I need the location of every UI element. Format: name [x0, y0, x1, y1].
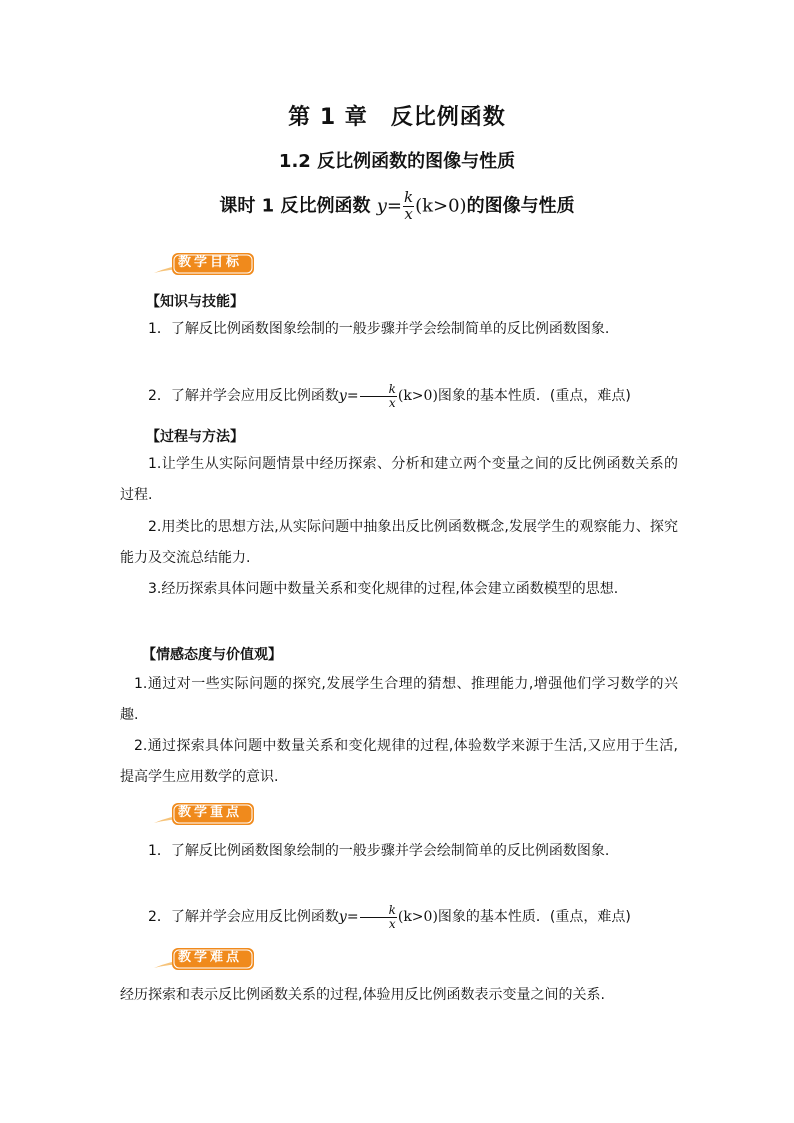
heading-process-methods: 【过程与方法】	[146, 429, 244, 445]
chapter-title: 第 1 章 反比例函数	[288, 105, 506, 130]
formula-y: y	[338, 388, 347, 404]
lesson-title-prefix: 课时 1 反比例函数	[219, 195, 377, 217]
banner-difficulties	[152, 944, 262, 974]
fraction-numerator: k	[404, 188, 414, 206]
goal-attitude-1: 1.通过对一些实际问题的探究,发展学生合理的猜想、推理能力,增强他们学习数学的兴趣.	[120, 676, 678, 723]
goal-attitude-2: 2.通过探索具体问题中数量关系和变化规律的过程,体验数学来源于生活,又应用于生活,提高学生应用数学的意识.	[120, 738, 678, 785]
formula-eq: =	[346, 909, 359, 925]
formula-y: y	[338, 909, 347, 925]
heading-attitude-values: 【情感态度与价值观】	[142, 647, 282, 663]
goal-knowledge-2	[120, 381, 678, 412]
formula-fraction	[360, 904, 397, 930]
fraction-numerator: k	[360, 904, 397, 918]
banner-label: 教学目标	[178, 255, 243, 270]
key-point-2-text: 2．了解并学会应用反比例函数	[148, 909, 339, 925]
formula-condition: (k>0)	[397, 909, 438, 925]
key-point-2-after: 图象的基本性质．(重点，难点)	[437, 909, 631, 925]
goal-knowledge-1: 1．了解反比例函数图象绘制的一般步骤并学会绘制简单的反比例函数图象.	[148, 321, 610, 337]
key-point-2	[120, 902, 678, 933]
goal-process-1: 1.让学生从实际问题情景中经历探索、分析和建立两个变量之间的反比例函数关系的过程.	[120, 456, 678, 503]
formula-fraction	[360, 383, 397, 409]
banner-label: 教学重点	[178, 805, 243, 820]
key-point-1: 1．了解反比例函数图象绘制的一般步骤并学会绘制简单的反比例函数图象.	[148, 843, 610, 859]
fraction-denominator: x	[404, 204, 413, 223]
heading-knowledge-skills: 【知识与技能】	[146, 294, 244, 310]
lesson-title	[0, 190, 794, 223]
lesson-title-fraction	[403, 190, 414, 223]
goal-knowledge-2-after: 图象的基本性质．(重点，难点)	[437, 388, 631, 404]
difficulty-text: 经历探索和表示反比例函数关系的过程,体验用反比例函数表示变量之间的关系.	[120, 987, 605, 1003]
banner-teaching-goals	[152, 249, 262, 279]
section-title: 1.2 反比例函数的图像与性质	[278, 151, 516, 172]
lesson-title-suffix: 的图像与性质	[466, 195, 575, 217]
fraction-denominator: x	[388, 395, 396, 410]
formula-eq: =	[346, 388, 359, 404]
banner-key-points	[152, 799, 262, 829]
fraction-numerator: k	[360, 383, 397, 397]
lesson-title-condition: (k>0)	[415, 195, 467, 217]
formula-condition: (k>0)	[397, 388, 438, 404]
goal-process-3: 3.经历探索具体问题中数量关系和变化规律的过程,体会建立函数模型的思想.	[148, 581, 619, 597]
goal-process-2: 2.用类比的思想方法,从实际问题中抽象出反比例函数概念,发展学生的观察能力、探究能力及交流总结能力.	[120, 519, 678, 566]
lesson-title-y: y	[376, 195, 387, 217]
banner-label: 教学难点	[178, 950, 243, 965]
lesson-title-eq: =	[386, 195, 402, 217]
goal-knowledge-2-text: 2．了解并学会应用反比例函数	[148, 388, 339, 404]
fraction-denominator: x	[388, 916, 396, 931]
